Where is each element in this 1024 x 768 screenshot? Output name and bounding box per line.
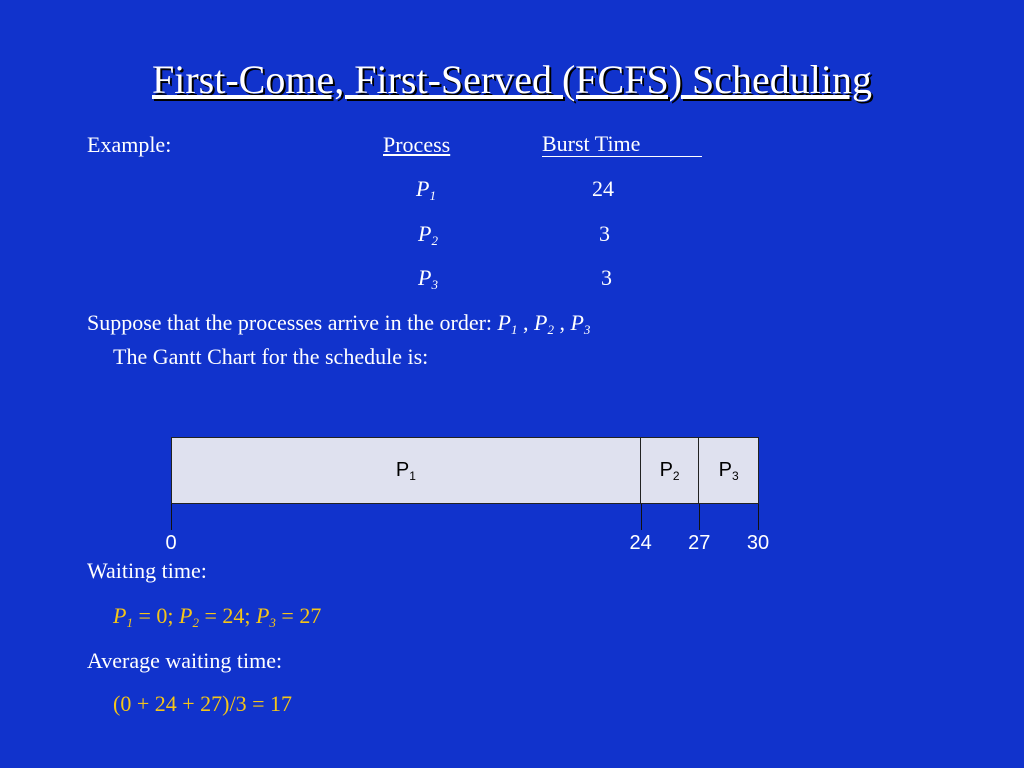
gantt-tick-27 bbox=[699, 504, 700, 530]
average-waiting-label: Average waiting time: bbox=[87, 648, 283, 673]
gantt-segment-label: $P_3$ bbox=[718, 458, 739, 483]
process-row-2-burst: 3 bbox=[599, 221, 610, 246]
process-header: Process bbox=[383, 132, 451, 157]
gantt-segment-label: $P_2$ bbox=[659, 458, 680, 483]
gantt-tick-24 bbox=[641, 504, 642, 530]
process-row-1-burst: 24 bbox=[592, 176, 614, 201]
example-label: Example: bbox=[87, 132, 172, 157]
slide-title: First-Come, First-Served (FCFS) Scheduling bbox=[151, 57, 873, 102]
gantt-tick-label-27: 27 bbox=[688, 532, 711, 554]
gantt-segment-p2 bbox=[641, 438, 700, 503]
process-row-3-name: $P_3$ bbox=[418, 265, 438, 292]
gantt-segment-p1 bbox=[172, 438, 641, 503]
gantt-chart bbox=[171, 437, 759, 504]
gantt-segment-label: $P_1$ bbox=[395, 458, 416, 483]
burst-time-header: Burst Time bbox=[542, 132, 702, 157]
gantt-tick-label-30: 30 bbox=[746, 532, 770, 554]
process-row-2-name: $P_2$ bbox=[418, 221, 438, 248]
waiting-time-values: $P_1 = 0$; $P_2 = 24$; $P_3 = 27$ bbox=[113, 603, 322, 630]
gantt-segment-p3 bbox=[699, 438, 758, 503]
arrival-order-line: Suppose that the processes arrive in the order: $P_1$ , $P_2$ , $P_3$ bbox=[87, 310, 591, 337]
process-row-3-burst: 3 bbox=[601, 265, 612, 290]
process-row-1-name: $P_1$ bbox=[416, 176, 436, 203]
waiting-time-label: Waiting time: bbox=[87, 558, 207, 583]
average-waiting-formula: (0 + 24 + 27)/3 = 17 bbox=[113, 691, 292, 716]
gantt-tick-label-0: 0 bbox=[165, 532, 177, 554]
gantt-tick-30 bbox=[758, 504, 759, 530]
gantt-tick-0 bbox=[171, 504, 172, 530]
gantt-caption: The Gantt Chart for the schedule is: bbox=[113, 344, 429, 369]
gantt-tick-label-24: 24 bbox=[629, 532, 652, 554]
